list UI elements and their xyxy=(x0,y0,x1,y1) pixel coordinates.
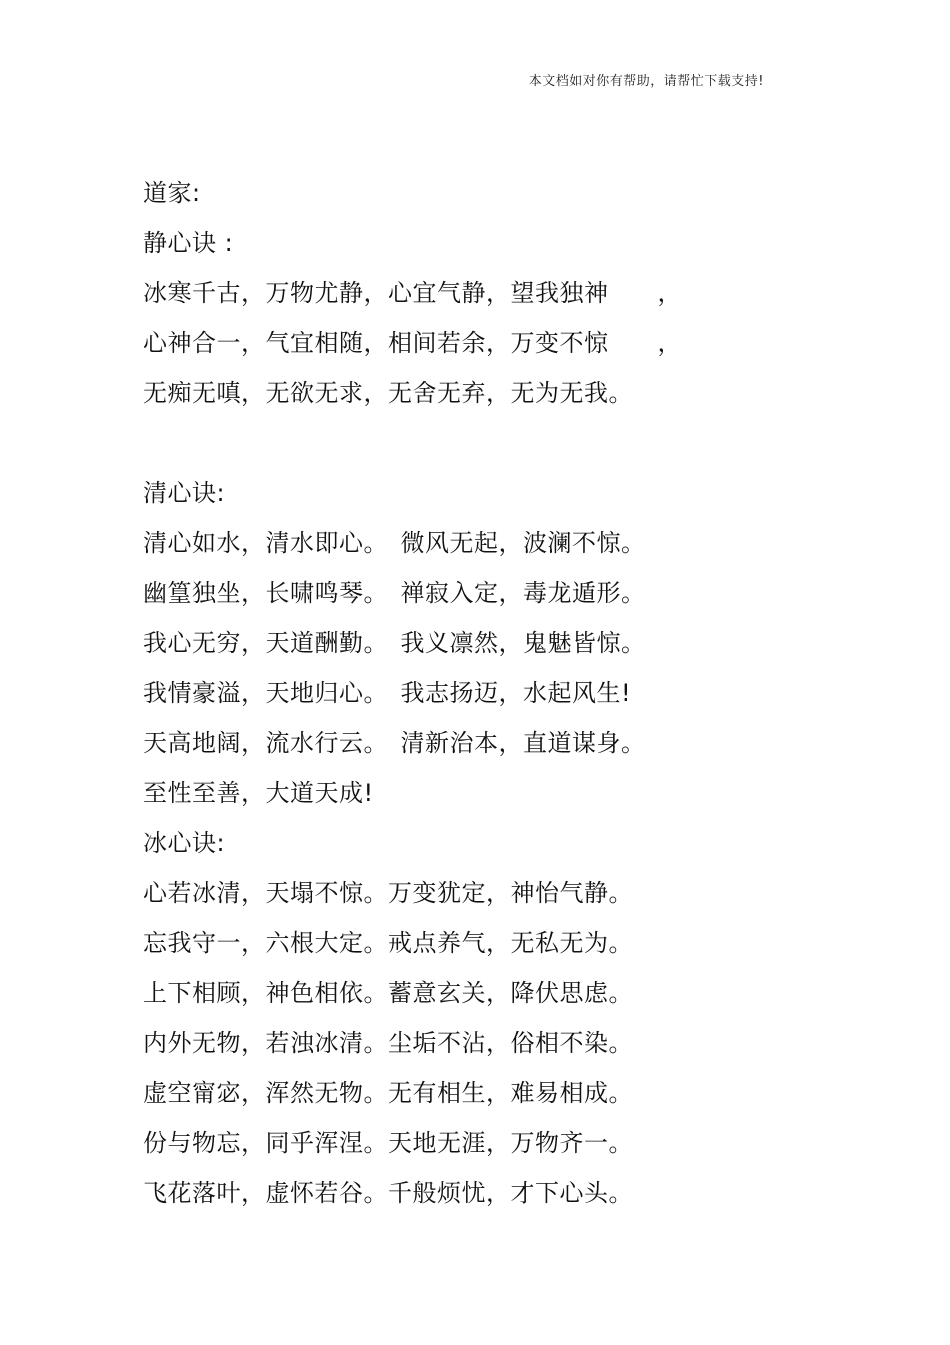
jingxin-line: 无痴无嗔，无欲无求，无舍无弃，无为无我。 xyxy=(143,379,633,407)
document-body xyxy=(143,168,783,1218)
bingxin-line: 内外无物，若浊冰清。尘垢不沾，俗相不染。 xyxy=(143,1029,633,1057)
qingxin-line: 至性至善，大道天成! xyxy=(143,779,374,807)
qingxin-line: 清心如水，清水即心。 微风无起，波澜不惊。 xyxy=(143,529,646,557)
qingxin-line: 天高地阔，流水行云。 清新治本，直道谋身。 xyxy=(143,729,646,757)
bingxin-line: 上下相顾，神色相依。蓄意玄关，降伏思虑。 xyxy=(143,979,633,1007)
section-gap xyxy=(143,418,783,468)
bingxin-line: 虚空甯宓，浑然无物。无有相生，难易相成。 xyxy=(143,1079,633,1107)
bingxin-line: 忘我守一，六根大定。戒点养气，无私无为。 xyxy=(143,929,633,957)
qingxin-line: 我情豪溢，天地归心。 我志扬迈，水起风生! xyxy=(143,679,632,707)
qingxin-line: 我心无穷，天道酬勤。 我义凛然，鬼魅皆惊。 xyxy=(143,629,646,657)
jingxin-title: 静心诀 : xyxy=(143,229,234,257)
bingxin-line: 心若冰清，天塌不惊。万变犹定，神怡气静。 xyxy=(143,879,633,907)
bingxin-line: 飞花落叶，虚怀若谷。千般烦忧，才下心头。 xyxy=(143,1179,633,1207)
jingxin-line: 心神合一，气宜相随，相间若余，万变不惊 ， xyxy=(143,329,682,357)
bingxin-title: 冰心诀: xyxy=(143,829,226,857)
intro-heading: 道家: xyxy=(143,179,201,207)
jingxin-line: 冰寒千古，万物尤静，心宜气静，望我独神 ， xyxy=(143,279,682,307)
qingxin-title: 清心诀: xyxy=(143,479,226,507)
header-note: 本文档如对你有帮助，请帮忙下载支持! xyxy=(528,74,764,89)
bingxin-line: 份与物忘，同乎浑涅。天地无涯，万物齐一。 xyxy=(143,1129,633,1157)
qingxin-line: 幽篁独坐，长啸鸣琴。 禅寂入定，毒龙遁形。 xyxy=(143,579,646,607)
